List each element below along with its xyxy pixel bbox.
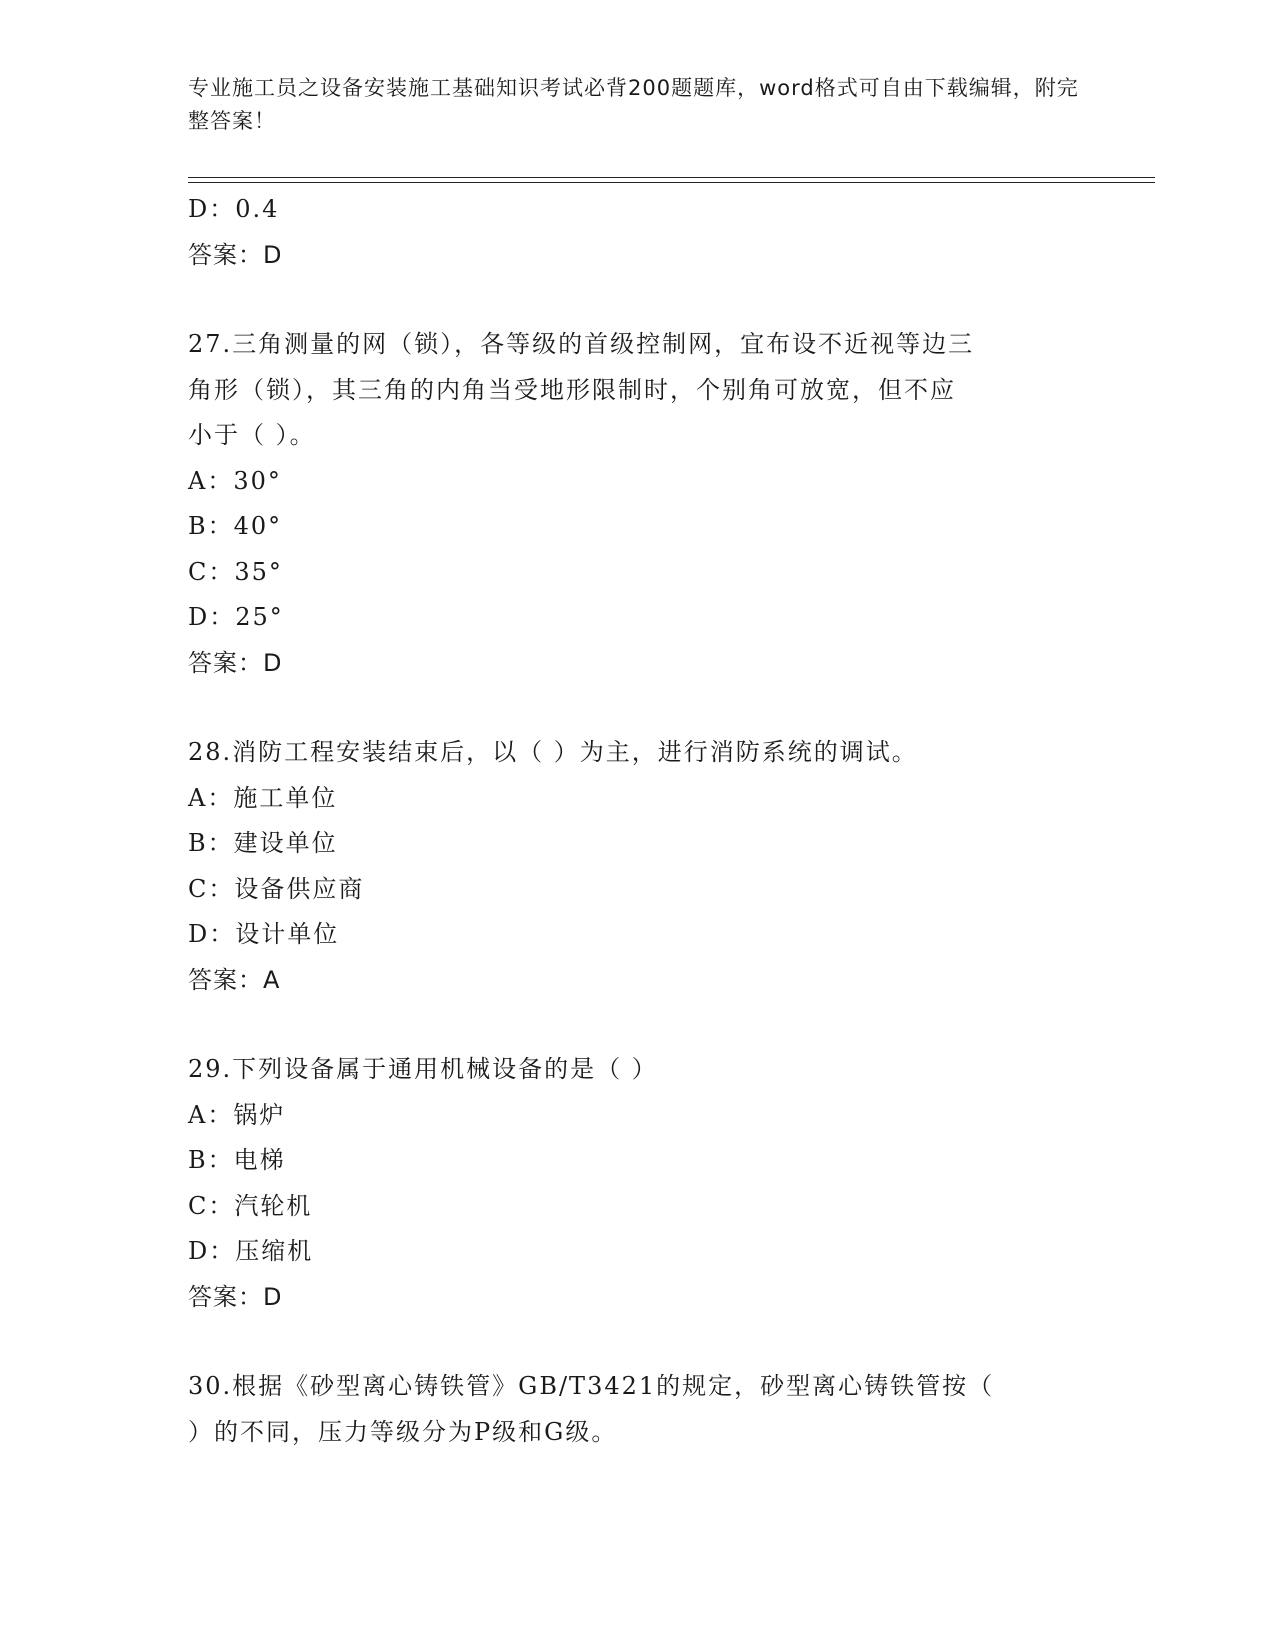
document-body	[188, 187, 1088, 1455]
question-28	[188, 730, 1088, 1003]
question-29-answer: 答案：D	[188, 1282, 283, 1311]
question-28-option-d: D：设计单位	[188, 920, 340, 948]
question-27-option-d: D：25°	[188, 603, 284, 631]
question-28-option-c: C：设备供应商	[188, 874, 365, 903]
question-27-answer: 答案：D	[188, 648, 283, 677]
question-29-option-b: B：电梯	[188, 1146, 286, 1174]
question-30-text-line2: ）的不同，压力等级分为P级和G级。	[188, 1417, 618, 1446]
header-title: 专业施工员之设备安装施工基础知识考试必背200题题库，word格式可自由下载编辑，附完整答案！	[188, 76, 1079, 133]
question-29	[188, 1047, 1088, 1320]
question-27-option-c: C：35°	[188, 557, 283, 586]
question-27-text-line2: 角形（锁），其三角的内角当受地形限制时，个别角可放宽，但不应	[188, 375, 956, 404]
question-27-text-line1: 27.三角测量的网（锁），各等级的首级控制网，宜布设不近视等边三	[188, 330, 975, 358]
prev-answer: 答案：D	[188, 240, 283, 269]
question-28-answer: 答案：A	[188, 965, 281, 994]
question-27	[188, 322, 1088, 686]
question-30	[188, 1364, 1088, 1455]
question-27-option-b: B：40°	[188, 512, 283, 540]
question-28-option-b: B：建设单位	[188, 829, 338, 857]
question-29-option-d: D：压缩机	[188, 1237, 314, 1265]
header-divider-top	[188, 177, 1155, 178]
question-27-option-a: A：30°	[188, 466, 282, 495]
question-30-text-line1: 30.根据《砂型离心铸铁管》GB/T3421的规定，砂型离心铸铁管按（	[188, 1372, 995, 1400]
question-29-option-a: A：锅炉	[188, 1100, 286, 1129]
question-27-text-line3: 小于（ ）。	[188, 421, 316, 449]
question-29-text: 29.下列设备属于通用机械设备的是（ ）	[188, 1055, 658, 1083]
question-29-option-c: C：汽轮机	[188, 1191, 313, 1220]
document-header	[188, 72, 1088, 138]
header-divider-bottom	[188, 182, 1155, 183]
question-28-text: 28.消防工程安装结束后，以（ ）为主，进行消防系统的调试。	[188, 738, 918, 766]
question-28-option-a: A：施工单位	[188, 783, 338, 812]
prev-option-d: D：0.4	[188, 195, 280, 223]
